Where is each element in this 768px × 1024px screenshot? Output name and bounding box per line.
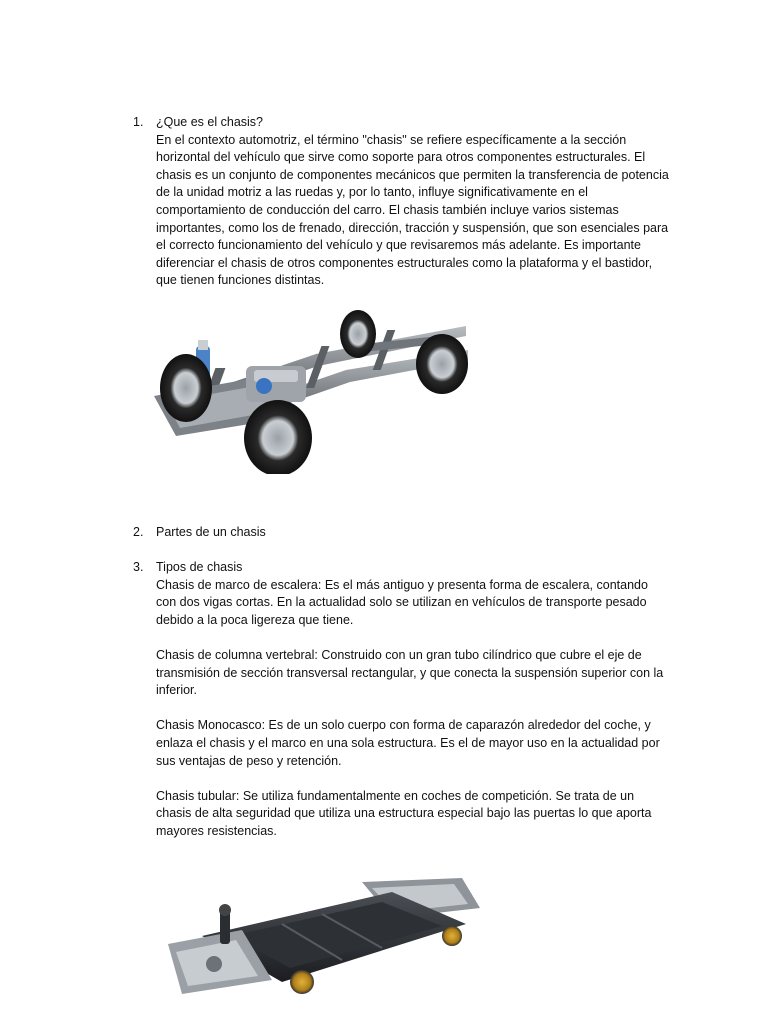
section-heading: Tipos de chasis — [156, 560, 243, 574]
list-number: 3. — [133, 560, 144, 574]
chassis-type-paragraph: Chasis de columna vertebral: Construido con un gran tubo cilíndrico que cubre el eje de transmisión de sección transversal rectangular, y que conecta la suspensión superior con la inferior. — [156, 647, 664, 698]
section-heading: ¿Que es el chasis? — [156, 115, 263, 129]
chassis-image — [146, 306, 476, 474]
section-heading: Partes de un chasis — [156, 525, 266, 539]
skateboard-chassis-image — [162, 864, 484, 1000]
chassis-type-paragraph: Chasis de marco de escalera: Es el más antiguo y presenta forma de escalera, contando con dos vigas cortas. En la actualidad solo se utilizan en vehículos de transporte pesado debido a la poca ligereza que tiene. — [156, 577, 648, 627]
chassis-type-paragraph: Chasis Monocasco: Es de un solo cuerpo con forma de caparazón alrededor del coche, y enlaza el chasis y el marco en una sola estructura. Es el de mayor uso en la actualidad por sus ventajas de peso y retención. — [156, 718, 660, 768]
list-number: 2. — [133, 525, 144, 539]
list-number: 1. — [133, 115, 144, 129]
chassis-type-paragraph: Chasis tubular: Se utiliza fundamentalmente en coches de competición. Se trata de un chasis de alta seguridad que utiliza una estructura especial bajo las puertas lo que aporta mayores resistencias. — [156, 788, 652, 838]
section-paragraph: En el contexto automotriz, el término "chasis" se refiere específicamente a la sección horizontal del vehículo que sirve como soporte para otros componentes estructurales. El chasis es un conjunto de componentes mecánicos que permiten la transferencia de potencia de la unidad motriz a las ruedas y, por lo tanto, influye significativamente en el comportamiento de conducción del carro. El chasis también incluye varios sistemas importantes, como los de frenado, dirección, tracción y suspensión, que son esenciales para el correcto funcionamiento del vehículo y que revisaremos más adelante. Es importante diferenciar el chasis de otros componentes estructurales como la plataforma y el bastidor, que tienen funciones distintas. — [156, 132, 669, 288]
